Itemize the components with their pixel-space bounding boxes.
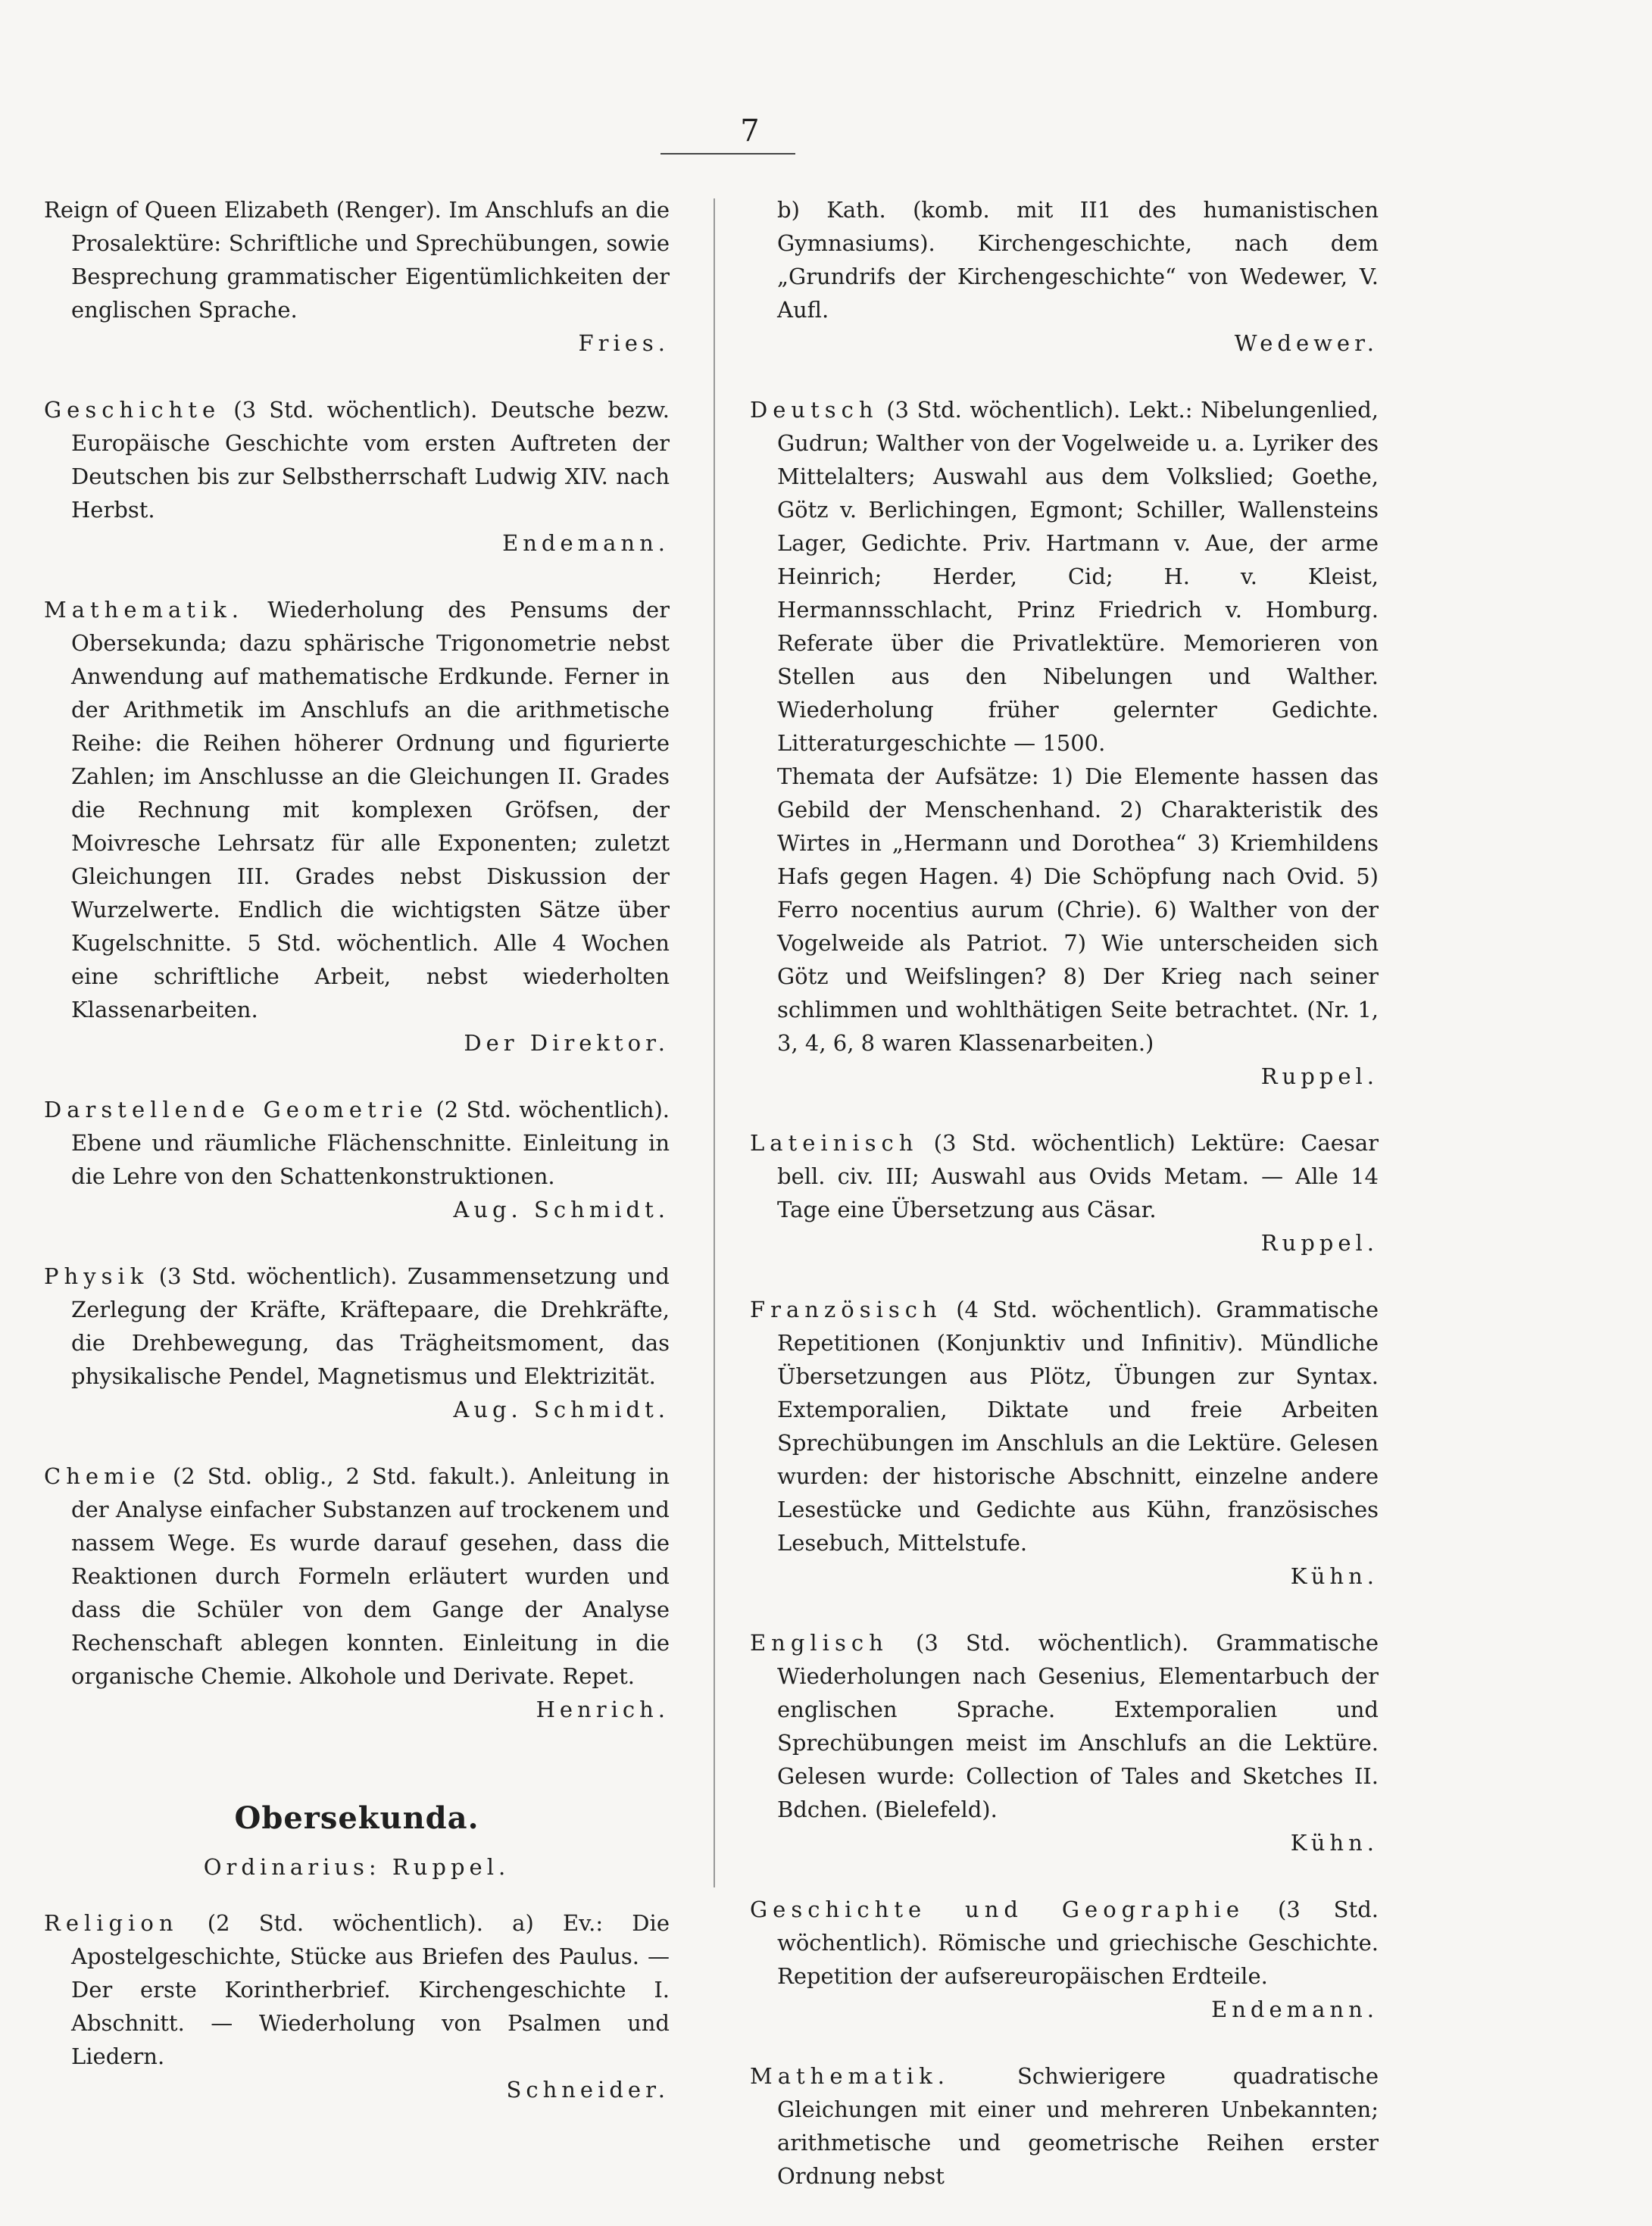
subject-title: Geschichte und Geographie <box>750 1897 1245 1922</box>
entry-lateinisch <box>750 1126 1379 1260</box>
entry-geschichte <box>44 393 670 560</box>
entry-text: (2 Std. oblig., 2 Std. fakult.). Anleitung in der Analyse einfacher Substanzen auf trockenem und nassem Wege. Es wurde darauf gesehen, dass die Reaktionen durch Formeln erläutert wurden und dass die Schüler von dem Gange der Analyse Rechenschaft ablegen konnten. Einleitung in die organische Chemie. Alkohole und Derivate. Repet. <box>71 1463 670 1689</box>
entry-mathematik-obersekunda <box>750 2059 1379 2193</box>
subject-title: Mathematik. <box>750 2063 950 2089</box>
entry-text: (3 Std. wöchentlich) Lektüre: Caesar bell. civ. III; Auswahl aus Ovids Metam. — Alle 14 Tage eine Übersetzung aus Cäsar. <box>777 1130 1379 1222</box>
entry-religion-kath <box>750 193 1379 360</box>
entry-religion <box>44 1906 670 2106</box>
entry-deutsch <box>750 393 1379 1093</box>
entry-chemie <box>44 1460 670 1726</box>
teacher-name: Henrich. <box>536 1697 670 1722</box>
subject-title: Deutsch <box>750 397 879 423</box>
subject-title: Französisch <box>750 1297 942 1322</box>
teacher-name: Kühn. <box>1290 1830 1379 1856</box>
entry-mathematik <box>44 593 670 1060</box>
teacher-name: Kühn. <box>1290 1563 1379 1589</box>
teacher-name: Endemann. <box>1211 1997 1379 2022</box>
entry-physik <box>44 1260 670 1426</box>
entry-englisch-continued <box>44 193 670 360</box>
entry-geschichte-geographie <box>750 1893 1379 2026</box>
ordinarius-line: Ordinarius: Ruppel. <box>203 1854 511 1880</box>
teacher-name: Schneider. <box>506 2077 670 2103</box>
entry-text: Wiederholung des Pensums der Obersekunda; dazu sphärische Trigonometrie nebst Anwendung auf mathematische Erdkunde. Ferner in der Arithmetik im Anschlufs an die arithmetische Reihe: die Reihen höherer Ordnung und figurierte Zahlen; im Anschlusse an die Gleichungen II. Grades die Rechnung mit komplexen Gröfsen, der Moivresche Lehrsatz für alle Exponenten; zuletzt Gleichungen III. Grades nebst Diskussion der Wurzelwerte. Endlich die wichtigsten Sätze über Kugelschnitte. 5 Std. wöchentlich. Alle 4 Wochen eine schriftliche Arbeit, nebst wiederholten Klassenarbeiten. <box>71 597 670 1022</box>
header-rule <box>660 153 795 155</box>
right-column <box>750 193 1379 2226</box>
entry-text: (3 Std. wöchentlich). Deutsche bezw. Europäische Geschichte vom ersten Auftreten der Deutschen bis zur Selbstherrschaft Ludwig XIV. nach Herbst. <box>71 397 670 523</box>
entry-darstellende-geometrie <box>44 1093 670 1226</box>
subject-title: Geschichte <box>44 397 221 423</box>
teacher-name: Endemann. <box>502 530 670 556</box>
teacher-name: Aug. Schmidt. <box>453 1397 670 1422</box>
teacher-name: Wedewer. <box>1234 330 1379 356</box>
teacher-name: Der Direktor. <box>464 1030 670 1056</box>
subject-title: Lateinisch <box>750 1130 919 1156</box>
teacher-name: Aug. Schmidt. <box>453 1197 670 1222</box>
subject-title: Mathematik. <box>44 597 244 623</box>
subject-title: Chemie <box>44 1463 161 1489</box>
subject-title: Darstellende Geometrie <box>44 1097 429 1122</box>
entry-englisch <box>750 1626 1379 1859</box>
entry-text: (3 Std. wöchentlich). Römische und griechische Geschichte. Repetition der aufsereuropäischen Erdteile. <box>777 1897 1379 1989</box>
entry-text: (3 Std. wöchentlich). Lekt.: Nibelungenlied, Gudrun; Walther von der Vogelweide u. a. Lyriker des Mittelalters; Auswahl aus dem Volkslied; Goethe, Götz v. Berlichingen, Egmont; Schiller, Wallensteins Lager, Gedichte. Priv. Hartmann v. Aue, der arme Heinrich; Herder, Cid; H. v. Kleist, Hermannsschlacht, Prinz Friedrich v. Homburg. Referate über die Privatlektüre. Memorieren von Stellen aus den Nibelungen und Walther. Wiederholung früher gelernter Gedichte. Litteraturgeschichte — 1500. <box>777 397 1379 756</box>
entry-text: (2 Std. wöchentlich). Ebene und räumliche Flächenschnitte. Einleitung in die Lehre von den Schattenkonstruktionen. <box>71 1097 670 1189</box>
entry-text: (3 Std. wöchentlich). Zusammensetzung und Zerlegung der Kräfte, Kräftepaare, die Drehkräfte, die Drehbewegung, das Trägheitsmoment, das physikalische Pendel, Magnetismus und Elektrizität. <box>71 1263 670 1389</box>
teacher-name: Ruppel. <box>1260 1230 1379 1256</box>
column-divider <box>714 198 715 1887</box>
entry-franzoesisch <box>750 1293 1379 1593</box>
page-number: 7 <box>740 114 760 148</box>
subject-title: Englisch <box>750 1630 888 1656</box>
entry-text: (3 Std. wöchentlich). Grammatische Wiederholungen nach Gesenius, Elementarbuch der englischen Sprache. Extemporalien und Sprechübungen meist im Anschlufs an die Lektüre. Gelesen wurde: Collection of Tales and Sketches II. Bdchen. (Bielefeld). <box>777 1630 1379 1822</box>
entry-text: Schwierigere quadratische Gleichungen mit einer und mehreren Unbekannten; arithmetische und geometrische Reihen erster Ordnung nebst <box>777 2063 1379 2189</box>
subject-title: Physik <box>44 1263 149 1289</box>
left-column <box>44 193 670 2140</box>
entry-text: Reign of Queen Elizabeth (Renger). Im Anschlufs an die Prosalektüre: Schriftliche und Sprechübungen, sowie Besprechung grammatischer Eigentümlichkeiten der englischen Sprache. <box>44 197 670 323</box>
section-heading: Obersekunda. <box>234 1800 479 1836</box>
entry-text: b) Kath. (komb. mit II1 des humanistischen Gymnasiums). Kirchengeschichte, nach dem „Grundrifs der Kirchengeschichte“ von Wedewer, V. Aufl. <box>777 197 1379 323</box>
aufsatz-themes: Themata der Aufsätze: 1) Die Elemente hassen das Gebild der Menschenhand. 2) Charakteristik des Wirtes in „Hermann und Dorothea“ 3) Kriemhildens Hafs gegen Hagen. 4) Die Schöpfung nach Ovid. 5) Ferro nocentius aurum (Chrie). 6) Walther von der Vogelweide als Patriot. 7) Wie unterscheiden sich Götz und Weifslingen? 8) Der Krieg nach seiner schlimmen und wohlthätigen Seite betrachtet. (Nr. 1, 3, 4, 6, 8 waren Klassenarbeiten.) <box>777 763 1379 1056</box>
teacher-name: Ruppel. <box>1260 1063 1379 1089</box>
entry-text: (2 Std. wöchentlich). a) Ev.: Die Apostelgeschichte, Stücke aus Briefen des Paulus. — Der erste Korintherbrief. Kirchengeschichte I. Abschnitt. — Wiederholung von Psalmen und Liedern. <box>71 1910 670 2069</box>
entry-text: (4 Std. wöchentlich). Grammatische Repetitionen (Konjunktiv und Infinitiv). Mündliche Übersetzungen aus Plötz, Übungen zur Syntax. Extemporalien, Diktate und freie Arbeiten Sprechübungen im Anschluls an die Lektüre. Gelesen wurden: der historische Abschnitt, einzelne andere Lesestücke und Gedichte aus Kühn, französisches Lesebuch, Mittelstufe. <box>777 1297 1379 1556</box>
teacher-name: Fries. <box>578 330 670 356</box>
subject-title: Religion <box>44 1910 179 1936</box>
